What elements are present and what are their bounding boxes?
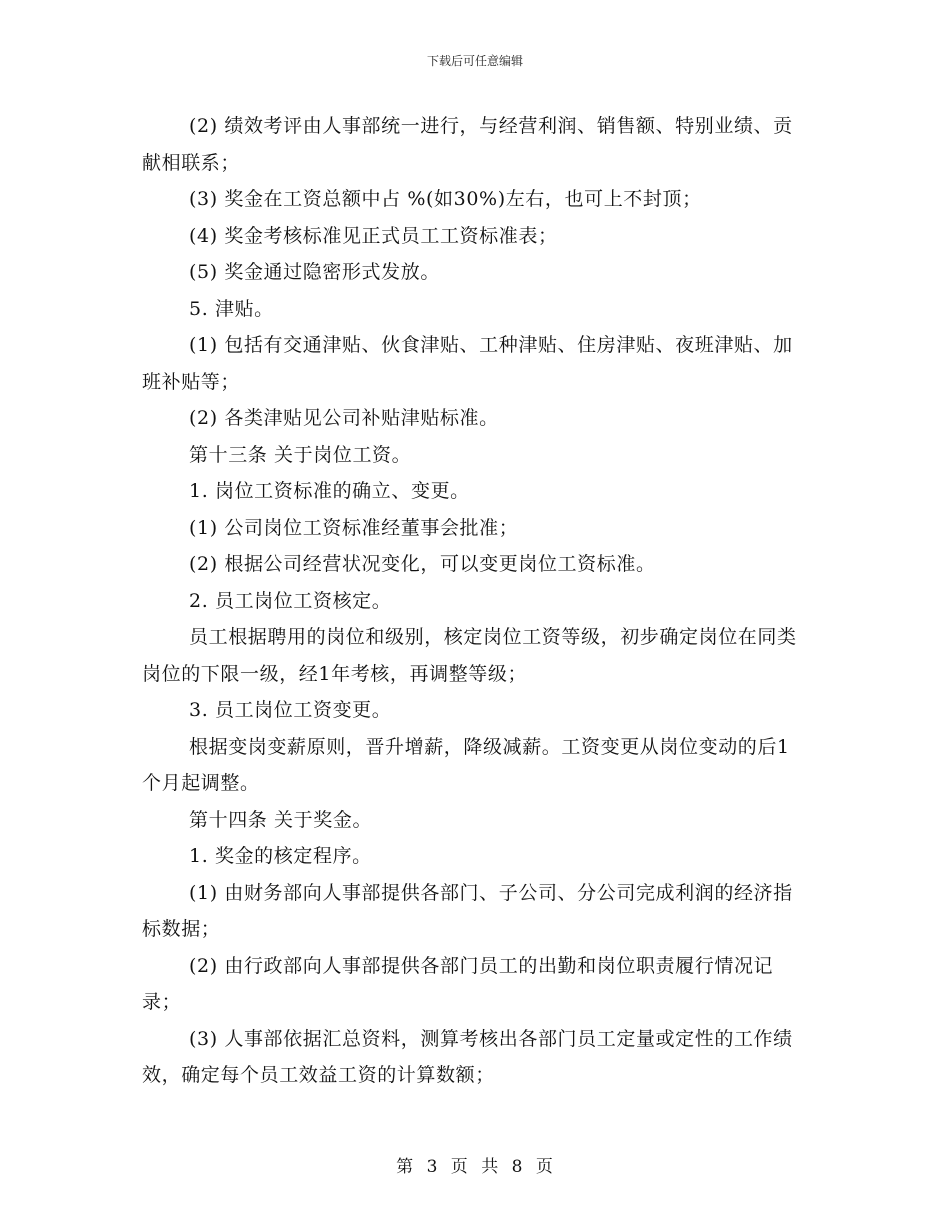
paragraph: (1) 公司岗位工资标准经董事会批准； [189, 516, 519, 539]
paragraph: (1) 由财务部向人事部提供各部门、子公司、分公司完成利润的经济指标数据； [142, 881, 793, 940]
section-heading: 第十四条 关于奖金。 [189, 808, 373, 831]
paragraph: 5. 津贴。 [189, 297, 274, 320]
section-heading: 第十三条 关于岗位工资。 [189, 443, 412, 466]
page-header: 下载后可任意编辑 [426, 54, 523, 68]
page-number: 第 3 页 共 8 页 [396, 1157, 554, 1177]
paragraph: 员工根据聘用的岗位和级别，核定岗位工资等级，初步确定岗位在同类岗位的下限一级，经1年考核，再调整等级； [142, 626, 797, 685]
paragraph: (3) 人事部依据汇总资料，测算考核出各部门员工定量或定性的工作绩效，确定每个员工效益工资的计算数额； [142, 1027, 793, 1086]
paragraph: (2) 绩效考评由人事部统一进行，与经营利润、销售额、特别业绩、贡献相联系； [142, 115, 793, 174]
paragraph: 1. 奖金的核定程序。 [189, 845, 372, 867]
paragraph: (2) 由行政部向人事部提供各部门员工的出勤和岗位职责履行情况记录； [142, 954, 774, 1013]
document-body [142, 108, 797, 1094]
paragraph: 根据变岗变薪原则，晋升增薪，降级减薪。工资变更从岗位变动的后1个月起调整。 [142, 735, 790, 794]
paragraph: 2. 员工岗位工资核定。 [189, 589, 392, 612]
paragraph: 1. 岗位工资标准的确立、变更。 [189, 480, 470, 502]
paragraph: (3) 奖金在工资总额中占 %(如30%)左右，也可上不封顶； [189, 188, 702, 210]
paragraph: (2) 各类津贴见公司补贴津贴标准。 [189, 407, 499, 429]
paragraph: (1) 包括有交通津贴、伙食津贴、工种津贴、住房津贴、夜班津贴、加班补贴等； [142, 334, 793, 393]
paragraph: (4) 奖金考核标准见正式员工工资标准表； [189, 224, 558, 247]
paragraph: (5) 奖金通过隐密形式发放。 [189, 261, 440, 283]
paragraph: 3. 员工岗位工资变更。 [189, 699, 392, 721]
paragraph: (2) 根据公司经营状况变化，可以变更岗位工资标准。 [189, 553, 656, 575]
